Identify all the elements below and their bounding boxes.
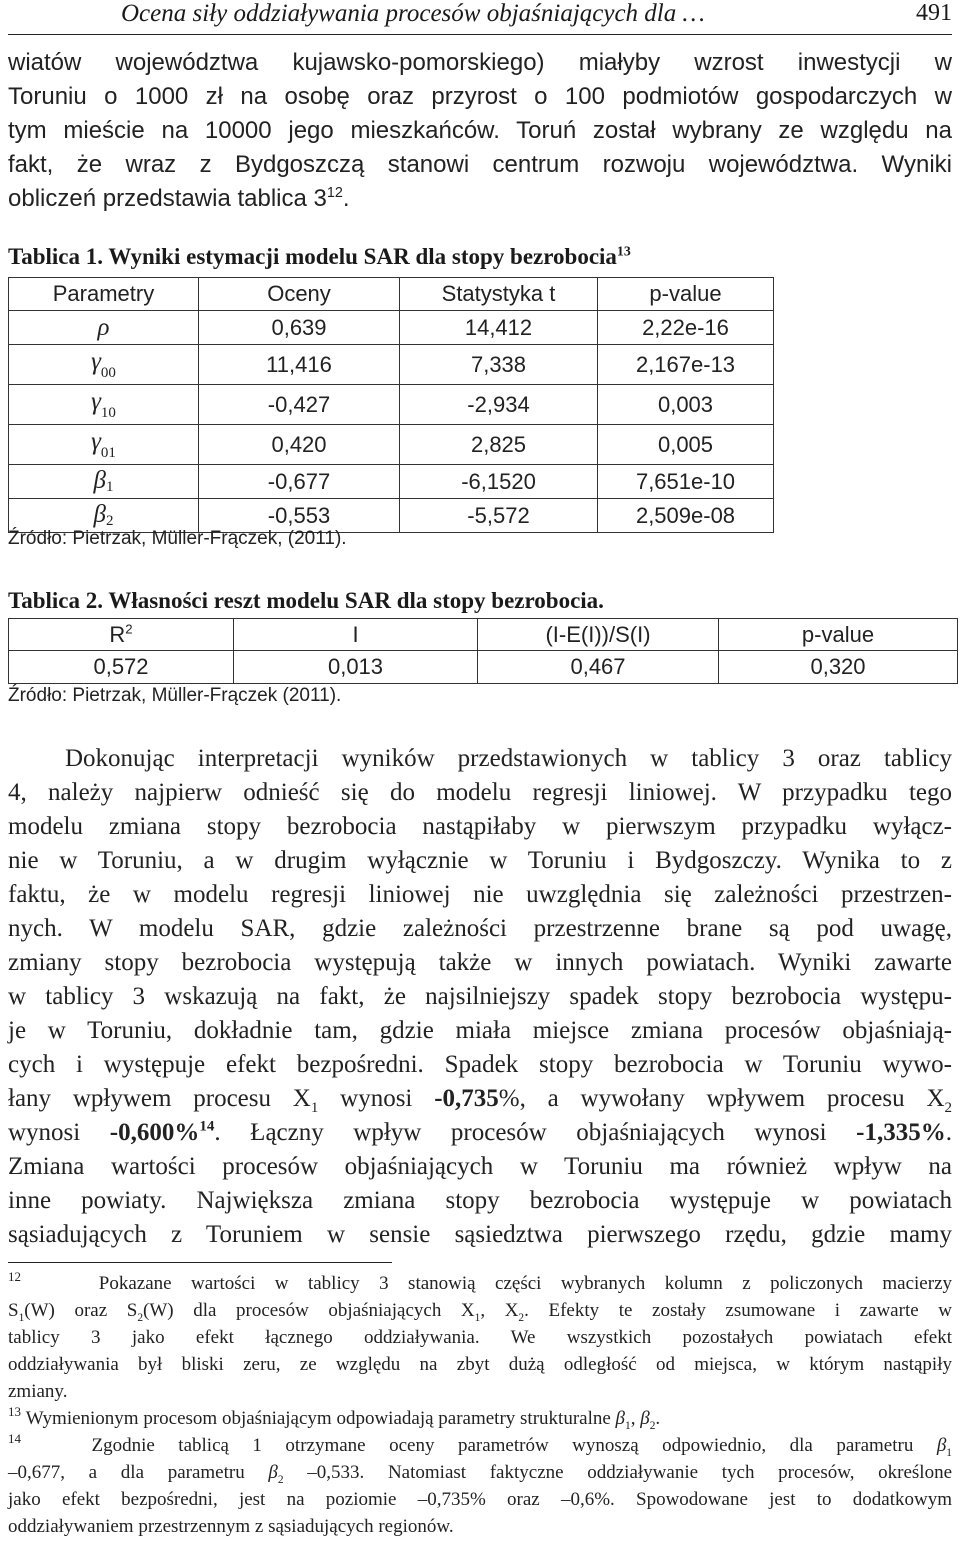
intro-text: obliczeń przedstawia tablica 3	[8, 185, 327, 212]
footnote-text: . Efekty te zostały zsumowane i zawarte w	[524, 1300, 952, 1321]
table-cell: 2,167e-13	[598, 345, 774, 385]
table-cell: 0,639	[199, 311, 400, 345]
table-header-row	[9, 278, 774, 311]
footnote-number: 13	[8, 1404, 21, 1419]
body-line: Dokonując interpretacji wyników przedstawionych w tablicy 3 oraz tablicy	[65, 745, 952, 772]
body-line: modelu zmiana stopy bezrobocia nastąpiłaby w pierwszym przypadku wyłącz-	[8, 813, 952, 840]
body-text: wynosi	[8, 1119, 110, 1146]
table-cell: 0,005	[598, 425, 774, 465]
footnote-text: –0,677, a dla parametru	[8, 1462, 269, 1483]
subscript: 1	[946, 1446, 952, 1459]
table-cell: 7,651e-10	[598, 465, 774, 499]
footnote-line: oddziaływaniem przestrzennym z sąsiadujących regionów.	[8, 1516, 454, 1537]
table-cell: 0,572	[9, 651, 234, 684]
bold-value: -0,735	[434, 1085, 499, 1112]
table1-source: Źródło: Pietrzak, Müller-Frączek, (2011).	[8, 528, 347, 549]
page-number: 491	[916, 0, 952, 26]
footnote-rule	[8, 1262, 392, 1263]
footnote-text: , X	[480, 1300, 519, 1321]
table-cell: 0,320	[719, 651, 958, 684]
param-symbol: β	[93, 501, 106, 528]
footnote-line: zmiany.	[8, 1381, 68, 1402]
beta-symbol: β	[268, 1462, 278, 1483]
footnote-ref-14: 14	[199, 1118, 215, 1135]
intro-line: tym mieście na 10000 jego mieszkańców. Toruń został wybrany ze względu na	[8, 117, 952, 144]
footnote-line: jako efekt bezpośredni, jest na poziomie –0,735% oraz –0,6%. Spowodowane jest to dodatkowym	[8, 1489, 952, 1510]
body-text: wynosi	[318, 1085, 435, 1112]
bold-value: -1,335%	[856, 1119, 946, 1146]
table-cell: 2,825	[400, 425, 598, 465]
subscript: 2	[137, 1311, 144, 1324]
table-cell: 11,416	[199, 345, 400, 385]
table-header-cell: Parametry	[9, 278, 199, 311]
body-line: nych. W modelu SAR, gdzie zależności przestrzenne brane są pod uwagę,	[8, 915, 952, 942]
param-symbol: β	[93, 467, 106, 494]
bold-value: -0,600%	[109, 1119, 200, 1146]
table-header-cell: p-value	[719, 619, 958, 651]
body-line: faktu, że w modelu regresji liniowej nie uwzględnia się zależności przestrzen-	[8, 881, 952, 908]
table-cell: 0,003	[598, 385, 774, 425]
param-subscript: 1	[105, 479, 114, 495]
param-symbol: γ	[91, 427, 101, 455]
footnote-line	[8, 1405, 952, 1432]
body-line: 4, należy najpierw odnieść się do modelu regresji liniowej. W przypadku tego	[8, 779, 952, 806]
param-symbol: γ	[91, 387, 101, 415]
param-subscript: 00	[100, 364, 116, 381]
intro-period: .	[342, 185, 350, 212]
table-row	[9, 385, 774, 425]
param-symbol: ρ	[97, 313, 110, 341]
subscript: 2	[649, 1419, 656, 1432]
subscript: 2	[944, 1100, 952, 1116]
subscript: 1	[310, 1100, 319, 1116]
table-row	[9, 465, 774, 499]
footnote-line	[8, 1432, 952, 1459]
table-cell: 0,420	[199, 425, 400, 465]
table-cell: -6,1520	[400, 465, 598, 499]
param-subscript: 2	[105, 513, 114, 529]
table2-source: Źródło: Pietrzak, Müller-Frączek (2011).	[8, 685, 342, 706]
param-cell	[9, 385, 199, 425]
table-header-cell: I	[234, 619, 478, 651]
footnote-text: (W) dla procesów objaśniających X	[143, 1300, 475, 1321]
param-cell	[9, 465, 199, 499]
param-symbol: γ	[91, 347, 101, 375]
table-header-cell: Oceny	[199, 278, 400, 311]
footnote-text: S	[8, 1300, 19, 1321]
table-cell: 2,22e-16	[598, 311, 774, 345]
table-header-cell: Statystyka t	[400, 278, 598, 311]
table-header-cell: (I-E(I))/S(I)	[478, 619, 719, 651]
table-cell: -2,934	[400, 385, 598, 425]
footnote-text: (W) oraz S	[24, 1300, 138, 1321]
subscript: 1	[18, 1311, 25, 1324]
table2	[8, 618, 958, 684]
r-squared-label: R	[109, 621, 126, 647]
table-cell: 0,013	[234, 651, 478, 684]
body-line	[8, 1116, 952, 1150]
param-cell	[9, 425, 199, 465]
table-cell: -0,677	[199, 465, 400, 499]
footnote-text: Wymienionym procesom objaśniającym odpowiadają parametry strukturalne	[25, 1408, 616, 1429]
intro-paragraph	[8, 46, 952, 216]
footnote-number: 14	[8, 1431, 21, 1446]
table-cell: 14,412	[400, 311, 598, 345]
footnote-line	[8, 1270, 952, 1297]
body-text: .	[945, 1119, 952, 1146]
body-text: . Łączny wpływ procesów objaśniających wynosi	[214, 1119, 857, 1146]
footnote-text: Zgodnie tablicą 1 otrzymane oceny parametrów wynoszą odpowiednio, dla parametru	[91, 1435, 937, 1456]
intro-line: Toruniu o 1000 zł na osobę oraz przyrost o 100 podmiotów gospodarczych w	[8, 83, 952, 110]
intro-line	[8, 182, 952, 216]
footnote-text: –0,533. Natomiast faktyczne oddziaływanie tych procesów, określone	[283, 1462, 952, 1483]
body-paragraph	[8, 742, 952, 1252]
footnote-number: 12	[8, 1269, 21, 1284]
param-cell	[9, 345, 199, 385]
footnote-text: ,	[630, 1408, 641, 1429]
beta-symbol: β	[640, 1408, 650, 1429]
r-squared-exponent: 2	[125, 621, 133, 637]
body-line	[8, 1082, 952, 1116]
table-header-row	[9, 619, 958, 651]
table1-caption-text: Tablica 1. Wyniki estymacji modelu SAR dla stopy bezrobocia	[8, 244, 617, 269]
table-row	[9, 345, 774, 385]
intro-line: fakt, że wraz z Bydgoszczą stanowi centrum rozwoju województwa. Wyniki	[8, 151, 952, 178]
param-subscript: 01	[100, 444, 116, 461]
footnote-text: .	[655, 1408, 661, 1429]
table1	[8, 277, 774, 533]
body-line: Zmiana wartości procesów objaśniających w Toruniu ma również wpływ na	[8, 1153, 952, 1180]
body-line: zmiany stopy bezrobocia występują także w innych powiatach. Wyniki zawarte	[8, 949, 952, 976]
body-text: łany wpływem procesu X	[8, 1085, 311, 1112]
table-row	[9, 311, 774, 345]
param-cell	[9, 311, 199, 345]
beta-symbol: β	[936, 1435, 947, 1456]
subscript: 1	[625, 1419, 631, 1432]
subscript: 1	[474, 1311, 481, 1324]
table2-caption: Tablica 2. Własności reszt modelu SAR dla stopy bezrobocia.	[8, 588, 604, 613]
body-line: sąsiadujących z Toruniem w sensie sąsiedztwa pierwszego rzędu, gdzie mamy	[8, 1221, 952, 1248]
body-line: w tablicy 3 wskazują na fakt, że najsilniejszy spadek stopy bezrobocia występu-	[8, 983, 952, 1010]
beta-symbol: β	[615, 1408, 626, 1429]
table-row	[9, 425, 774, 465]
header-rule	[8, 34, 952, 35]
table-cell: 0,467	[478, 651, 719, 684]
subscript: 2	[277, 1473, 284, 1486]
body-line: nie w Toruniu, a w drugim wyłącznie w Toruniu i Bydgoszczy. Wynika to z	[8, 847, 952, 874]
intro-line: wiatów województwa kujawsko-pomorskiego) miałyby wzrost inwestycji w	[8, 49, 952, 76]
table-header-cell: p-value	[598, 278, 774, 311]
subscript: 2	[518, 1311, 525, 1324]
table-header-cell	[9, 619, 234, 651]
footnote-ref-13: 13	[616, 243, 631, 259]
footnote-text: Pokazane wartości w tablicy 3 stanowią części wybranych kolumn z policzonych macierzy	[98, 1273, 953, 1294]
body-line: cych i występuje efekt bezpośredni. Spadek stopy bezrobocia w Toruniu wywo-	[8, 1051, 952, 1078]
body-text: %, a wywołany wpływem procesu X	[498, 1085, 945, 1112]
table-cell: -0,553	[199, 499, 400, 533]
table-cell: -0,427	[199, 385, 400, 425]
table-cell: 7,338	[400, 345, 598, 385]
footnote-line: oddziaływania był bliski zeru, ze względu na zbyt dużą odległość od miejsca, w którym nastąpiły	[8, 1354, 952, 1375]
footnote-line	[8, 1459, 952, 1486]
table1-caption	[8, 244, 631, 270]
running-header	[0, 0, 960, 32]
footnote-line: tablicy 3 jako efekt łącznego oddziaływania. We wszystkich pozostałych powiatach efekt	[8, 1327, 952, 1348]
body-line: inne powiaty. Największa zmiana stopy bezrobocia występuje w powiatach	[8, 1187, 952, 1214]
table-cell: 2,509e-08	[598, 499, 774, 533]
footnote-line	[8, 1297, 952, 1324]
table-row	[9, 651, 958, 684]
footnote-ref-12: 12	[326, 185, 343, 201]
body-line: je w Toruniu, dokładnie tam, gdzie miała miejsce zmiana procesów objaśniają-	[8, 1017, 952, 1044]
running-title: Ocena siły oddziaływania procesów objaśniających dla …	[121, 0, 705, 27]
param-subscript: 10	[100, 404, 116, 421]
table-cell: -5,572	[400, 499, 598, 533]
footnotes	[8, 1270, 952, 1540]
